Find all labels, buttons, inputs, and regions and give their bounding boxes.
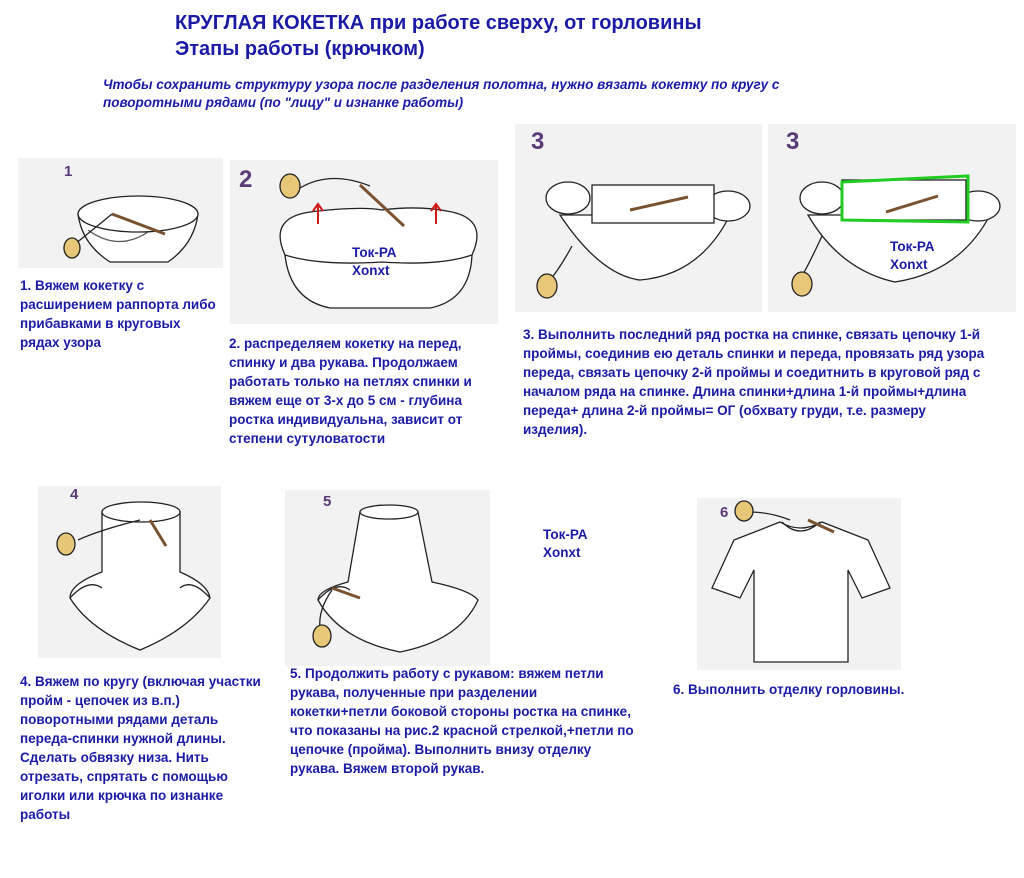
watermark-line-2: Xonxt xyxy=(352,263,390,278)
watermark-step-3 xyxy=(890,238,934,274)
step-number-3b: 3 xyxy=(786,128,800,155)
sleeve-drawing-5 xyxy=(313,505,478,652)
watermark-center xyxy=(543,526,587,562)
yoke-bowl-drawing-1 xyxy=(64,196,198,262)
step-number-4: 4 xyxy=(70,486,79,503)
body-tube-drawing-4 xyxy=(57,502,210,650)
step-6-caption: 6. Выполнить отделку горловины. xyxy=(673,682,905,697)
armhole-chain-drawing-3b xyxy=(792,176,1000,296)
step-number-6: 6 xyxy=(720,504,729,521)
watermark-line-1: Ток-РА xyxy=(543,527,588,542)
watermark-step-2 xyxy=(352,244,396,280)
step-number-1: 1 xyxy=(64,163,73,180)
watermark-line-2: Xonxt xyxy=(890,257,928,272)
title-line-1: КРУГЛАЯ КОКЕТКА при работе сверху, от горловины xyxy=(175,12,702,34)
subtitle: Чтобы сохранить структуру узора после разделения полотна, нужно вязать кокетку по кругу с поворотными рядами (по "лицу" и изнанке работы) xyxy=(103,77,780,110)
title-line-2: Этапы работы (крючком) xyxy=(175,38,425,60)
step-2-caption: 2. распределяем кокетку на перед, спинку и два рукава. Продолжаем работать только на петлях спинки и вяжем еще от 3-х до 5 см - глубина ростка индивидуальна, зависит от степени сутуловатости xyxy=(229,336,472,446)
watermark-line-1: Ток-РА xyxy=(890,239,935,254)
watermark-line-2: Xonxt xyxy=(543,545,581,560)
step-number-5: 5 xyxy=(323,493,332,510)
step-number-3a: 3 xyxy=(531,128,545,155)
step-5-caption: 5. Продолжить работу с рукавом: вяжем петли рукава, полученные при разделении кокетки+петли боковой стороны ростка на спинке, что показаны на рис.2 красной стрелкой,+петли по цепочке (пройма). Выполнить внизу отделку рукава. Вяжем второй рукав. xyxy=(290,666,634,776)
back-extension-drawing-3a xyxy=(537,182,750,298)
step-1-caption: 1. Вяжем кокетку с расширением раппорта либо прибавками в круговых рядах узора xyxy=(20,278,216,350)
step-number-2: 2 xyxy=(239,166,253,193)
finished-tshirt-drawing-6 xyxy=(712,501,890,662)
step-4-caption: 4. Вяжем по кругу (включая участки пройм - цепочек из в.п.) поворотными рядами деталь переда-спинки нужной длины. Сделать обвязку низа. Нить отрезать, спрятать с помощью иголки или крючка по изнанке работы xyxy=(20,674,261,822)
watermark-line-1: Ток-РА xyxy=(352,245,397,260)
step-3-caption: 3. Выполнить последний ряд ростка на спинке, связать цепочку 1-й проймы, соединив ею деталь спинки и переда, провязать ряд узора переда, связать цепочку 2-й проймы и соедитнить в круговой ряд с началом ряда на спинке. Длина спинки+длина 1-й проймы+длина переда+ длина 2-й проймы= ОГ (обхвату груди, т.е. размеру изделия). xyxy=(523,327,985,437)
yoke-divided-drawing-2 xyxy=(280,174,477,308)
